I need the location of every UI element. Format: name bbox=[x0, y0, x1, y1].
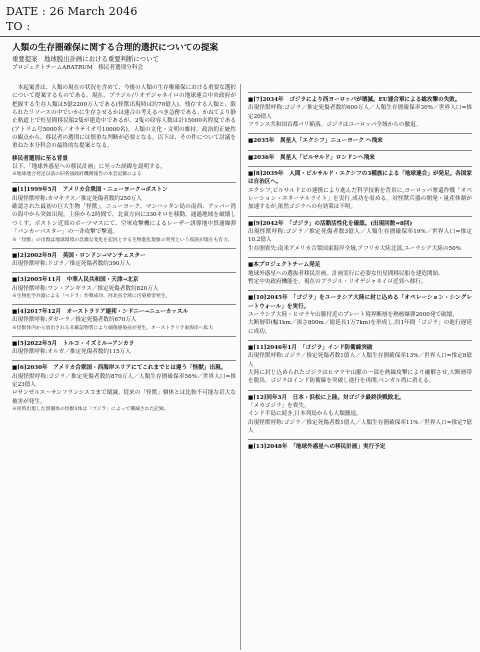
to-line: TO : bbox=[6, 20, 31, 33]
entry-body: 大陸に封じ込められたゴジラはヒマラヤ山脈の一部を熱線攻撃により融解させ,大断層帯を脱出。ゴジラはインド防衛線を突破し進行を再開,ベンガル湾に消える。 bbox=[248, 369, 472, 385]
timeline-entry bbox=[248, 220, 472, 253]
entry-separator bbox=[12, 182, 236, 183]
left-column bbox=[12, 84, 236, 413]
entry-body: 「メカゴジラ」を喪失。 bbox=[248, 402, 310, 409]
entry-title: ■[7]2034年 ゴジラにより西ヨーロッパが壊滅。EU連合軍による総攻撃の失敗。 bbox=[248, 97, 461, 103]
date-line: DATE : 26 March 2046 bbox=[6, 5, 138, 18]
timeline-entry bbox=[248, 344, 472, 386]
section-note: ※地球連合発足以前の旧各国政府機関報告の本会記載による bbox=[12, 172, 142, 178]
entry-body: 出現怪獣呼称:ゴジラ／推定死傷者数約600万人／人類生存圏確保率30%／世界人口=推定20億人 bbox=[248, 105, 472, 120]
entry-separator bbox=[248, 257, 472, 258]
entry-separator bbox=[248, 290, 472, 291]
timeline-entry bbox=[248, 170, 472, 212]
entry-title: ■[2]2002年9月 英国・ロンドン→マンチェスター bbox=[12, 252, 146, 259]
memo-header bbox=[6, 4, 138, 34]
timeline-entry bbox=[12, 186, 236, 243]
entry-title: ■[1]1999年5月 アメリカ合衆国・ニューヨーク→ボストン bbox=[12, 187, 168, 194]
entry-title: ■本プロジェクトチーム発足 bbox=[248, 262, 321, 269]
entry-body: 出現怪獣呼称:ゴジラ／推定死傷者数約870万人／人類生存圏確保率56%／世界人口=推定23億人 bbox=[12, 373, 236, 388]
timeline-entry bbox=[248, 294, 472, 336]
right-entries bbox=[248, 92, 472, 452]
entry-title: ■[3]2005年11月 中華人民共和国・天津→北京 bbox=[12, 277, 139, 284]
timeline-entry bbox=[248, 261, 472, 286]
document-team: プロジェクトチームARATRUM 移民者選別分科会 bbox=[12, 65, 143, 71]
entry-separator bbox=[248, 166, 472, 167]
entry-title: ■2036年 異星人「ビルサルド」ロンドンへ飛来 bbox=[248, 154, 375, 161]
timeline-entry bbox=[248, 154, 472, 162]
right-column bbox=[248, 88, 472, 452]
timeline-entry bbox=[248, 443, 472, 451]
entry-body: 地球外惑星への選抜者移民計画。計画実行に必要な恒星間移民船を建造開始。 bbox=[248, 270, 444, 277]
entry-body: 出現怪獣呼称:ゴジラ／推定死傷者数1億人／人類生存圏確保率11%／世界人口=推定7億人 bbox=[248, 419, 472, 434]
timeline-entry bbox=[248, 96, 472, 129]
column-divider bbox=[240, 84, 241, 650]
entry-separator bbox=[248, 340, 472, 341]
entry-title: ■[5]2022年5月 トルコ・イズミル→アンカラ bbox=[12, 340, 135, 347]
entry-title: ■2035年 異星人「エクシフ」ニューヨーク へ飛来 bbox=[248, 138, 383, 145]
entry-title: ■[11]2046年1月 「ゴジラ」インド防衛線突破 bbox=[248, 344, 373, 351]
entry-separator bbox=[12, 272, 236, 273]
entry-body: エクシフ,ビルサルドとの連携により進んだ科学技術を背景に,ヨーロッパ奪還作戦「オペレーション・エターナルライト」を実行,成功を収める。対怪獣兵器の開発・量産体制が加速するが,依然ゴジラへの有効策は不明。 bbox=[248, 187, 472, 211]
entry-separator bbox=[12, 248, 236, 249]
entry-title: ■[6]2030年 アメリカ合衆国・西海岸エリアにてこれまでとは違う「怪獣」出現。 bbox=[12, 365, 227, 372]
entry-note: ※「怪獣」の出現は地球環境の急激な変化を起因とする生物進化現象の突発という仮説が現在も有力。 bbox=[12, 237, 233, 243]
entry-separator bbox=[12, 304, 236, 305]
entry-body: ロサンゼルス～サンフランシスコまで壊滅。従来の「怪獣」個体とは比較不可能な甚大な被害が発生。 bbox=[12, 390, 236, 405]
timeline-entry bbox=[12, 364, 236, 413]
document-title: 人類の生存圏確保に関する合理的選択についての提案 bbox=[12, 43, 219, 53]
document-subtitle: 重要提案 地球脱出計画における重要判断について bbox=[12, 55, 159, 63]
entry-body: 出現怪獣呼称:オルガ／推定死傷者数約115万人 bbox=[12, 348, 131, 355]
entry-body: 出現怪獣呼称:ゴジラ／推定死傷者数1億人／人類生存圏確保率13%／世界人口=推定8億人 bbox=[248, 353, 472, 368]
entry-separator bbox=[248, 390, 472, 391]
entry-body: 生存圏喪失:南米アメリカ合衆国東海岸全域,アフリカ大陸北部,ユーラシア大陸の50% bbox=[248, 245, 461, 252]
entry-title: ■[9]2042年 「ゴジラ」の活動活性化を確認。(出現回数=8回) bbox=[248, 220, 413, 227]
section-title: 移民者選別に至る背景 bbox=[12, 155, 68, 162]
entry-body: フランス共和国首都パリ陥落。ゴジラはユーロッパ全域からの撤退。 bbox=[248, 122, 422, 129]
entry-note: ※怪獣体内から放出される未確認物質により細菌感染症が発生。オーストラリア東海岸へ拡大 bbox=[12, 325, 214, 331]
entry-note: ※同時出現した別個体の怪獣3体は「ゴジラ」によって殲滅された記録。 bbox=[12, 406, 169, 412]
entry-body: 出現怪獣呼称:ゴジラ／推定死傷者数3億人／人類生存圏確保率19%／世界人口=推定10.2億人 bbox=[248, 229, 472, 244]
timeline-entry bbox=[248, 394, 472, 436]
intro-paragraph: 本起案書は、人類の現在の状況を含めて、今後の人類の生存権確保における重要な選択について提案するものである。現在、ブラジル/リオデジャネイロの地球連合中央政府が把握する生存人類は5億2200万人である(怪獣出現時は約70億人)。残存する人類と、限られたリソースの中でいかに生存させるかは連合の考えるべき急務である。かねてより静止軌道上で恒星間移民船2隻が建造中であるが、2隻の収容人数は計15000名程度である(アトラム号5000名／オラテイオ号10000名)。人類の文化・文明の維持、政治的正統性の観点から、移民者の選別には慎重な判断が必要となる。以下は、その件について討議を重ねた本分科会の最終的な提案となる。 bbox=[12, 85, 236, 150]
header-rule bbox=[0, 36, 480, 37]
entry-body: 確認された最初の巨大生物「怪獣」。ニューヨーク、マンハッタン島の南西、アッパー湾の海中から突如出現。上陸から2時間で、北東方向に330キロを移動。通過地域を破壊しつくす。ボストン近郊のボーツマスにて、空軍攻撃機によるレーザー誘導地中貫通爆弾「バンカーバスター」の一斉攻撃で撃退。 bbox=[12, 204, 236, 236]
entry-separator bbox=[12, 360, 236, 361]
timeline-entry bbox=[12, 340, 236, 357]
entry-body: 出現怪獣呼称:ワン・アンギラス／推定死傷者数約820万人 bbox=[12, 285, 159, 292]
entry-body: ユーラシア大陸・ヒマラヤ山脈付近のプレート境界断層を熱核爆弾2000発で破壊。 bbox=[248, 311, 458, 318]
entry-body: 出現怪獣呼称:カマキラス／推定死傷者数約250万人 bbox=[12, 195, 142, 202]
entry-separator bbox=[248, 216, 472, 217]
entry-body: 出現怪獣呼称:ドゴラ／推定死傷者数約390万人 bbox=[12, 260, 131, 267]
entry-title: ■[13]2048年 「地球外惑星への移民計画」実行予定 bbox=[248, 444, 386, 451]
left-entries bbox=[12, 182, 236, 413]
entry-body: 大断層帯(幅1km／深さ800m／総延長1万7km)を形成し,約1年間「ゴジラ」の進行遅延に成功。 bbox=[248, 320, 472, 335]
timeline-entry bbox=[12, 276, 236, 300]
entry-separator bbox=[248, 92, 472, 93]
section-body: 以下、「地球外惑星への移民計画」に至った経緯を説明する。 bbox=[12, 164, 166, 171]
entry-body: インド半島に続き,日本列島からも人類撤退。 bbox=[248, 411, 362, 418]
entry-body: 出現怪獣呼称:ダガーラ／推定死傷者数約670万人 bbox=[12, 317, 137, 324]
entry-title: ■[10]2045年 「ゴジラ」をユーラシア大陸に封じ込める「オペレーション・シングレートウォール」を実行。 bbox=[248, 295, 472, 310]
entry-separator bbox=[248, 439, 472, 440]
document-title-block bbox=[12, 42, 472, 72]
entry-title: ■[8]2039年 人間・ビルサルド・エクシフの3種族による「地球連合」が発足。各国家は自治区へ。 bbox=[248, 171, 472, 186]
entry-title: ■[12]同年3月 日本・浜松に上陸。対ゴジラ最終決戦敗北。 bbox=[248, 394, 405, 401]
entry-separator bbox=[12, 336, 236, 337]
entry-note: ※生物化学兵器による「ペドラ」作戦成功、河北省全域に汚染被害発生。 bbox=[12, 293, 171, 299]
entry-title: ■[4]2017年12月 オーストラリア連邦・シドニー→ニューカッスル bbox=[12, 308, 189, 315]
entry-separator bbox=[248, 150, 472, 151]
timeline-entry bbox=[12, 308, 236, 332]
timeline-entry bbox=[248, 137, 472, 145]
entry-separator bbox=[248, 133, 472, 134]
timeline-entry bbox=[12, 252, 236, 269]
entry-body: 暫定中央政府機能を、現在のブラジル・リオデジャネイロ近郊へ移行。 bbox=[248, 278, 427, 285]
